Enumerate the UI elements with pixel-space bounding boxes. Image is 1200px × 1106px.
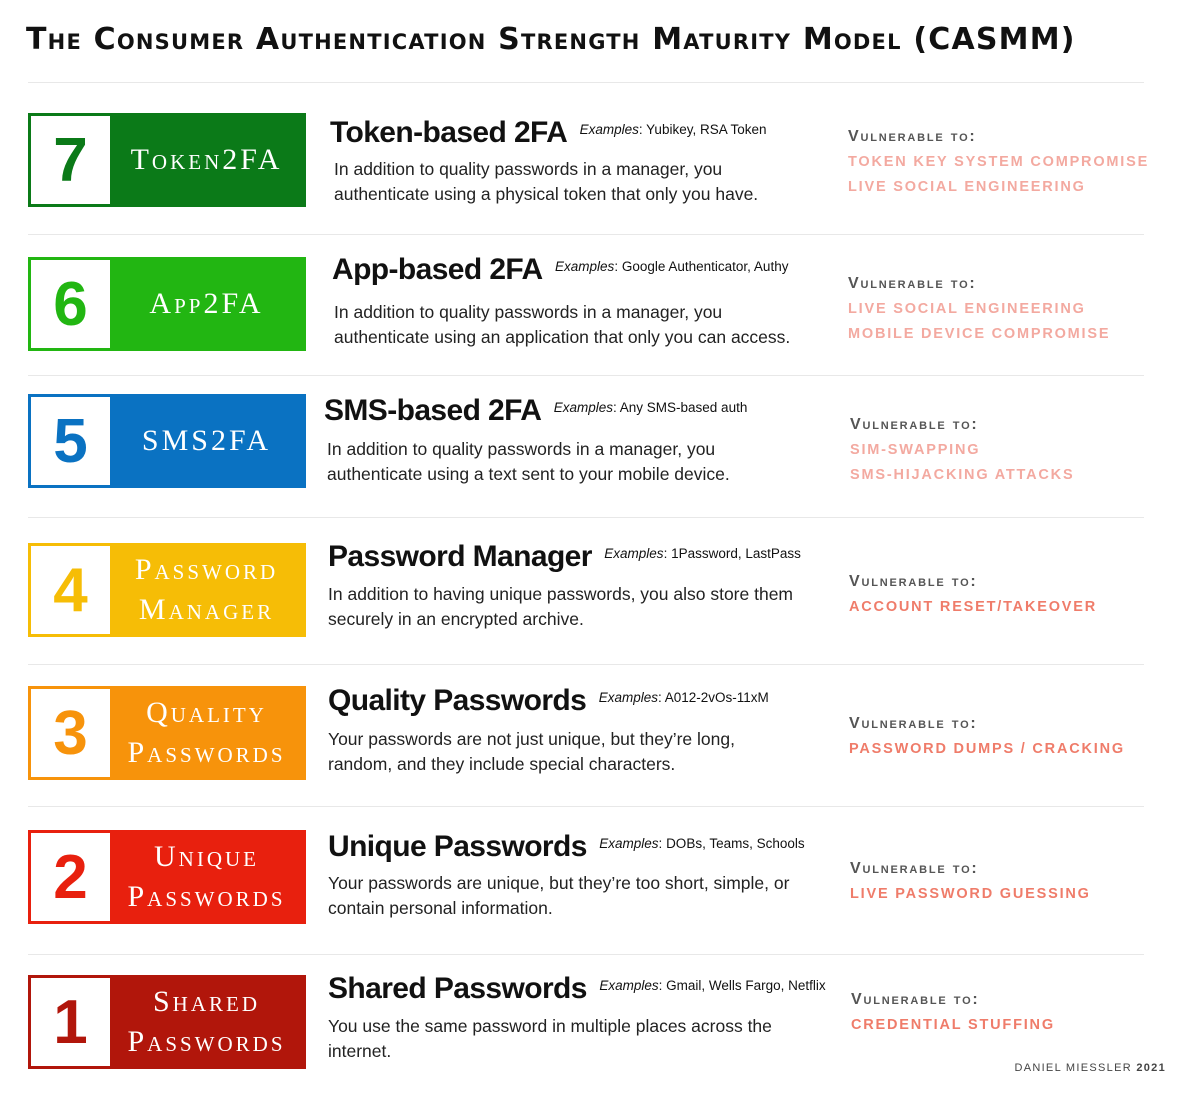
level-heading: App-based 2FA [332, 253, 543, 286]
vulnerability-item: PASSWORD DUMPS / CRACKING [849, 741, 1125, 757]
level-heading-line [328, 972, 826, 1006]
examples: Examples: Yubikey, RSA Token [579, 122, 767, 137]
level-description: In addition to quality passwords in a manager, you authenticate using a text sent to your mobile device. [327, 439, 730, 484]
vulnerability-item: MOBILE DEVICE COMPROMISE [848, 326, 1111, 342]
level-name: Unique Passwords [110, 833, 303, 921]
author-credit [1014, 1062, 1166, 1074]
examples: Examples: 1Password, LastPass [604, 546, 801, 561]
level-description: You use the same password in multiple places across the internet. [328, 1016, 772, 1061]
level-description: Your passwords are not just unique, but they’re long, random, and they include special characters. [328, 729, 735, 774]
vulnerability-item: TOKEN KEY SYSTEM COMPROMISE [848, 154, 1150, 170]
level-name: Shared Passwords [110, 978, 303, 1066]
level-heading-line [330, 116, 767, 150]
level-badge [28, 686, 306, 780]
level-description: In addition to quality passwords in a manager, you authenticate using a physical token that only you have. [334, 159, 759, 204]
level-heading-line [324, 394, 747, 428]
examples-label: Examples [598, 690, 658, 705]
level-number: 2 [31, 833, 110, 921]
row-divider [28, 954, 1144, 955]
vulnerability-item: LIVE PASSWORD GUESSING [850, 886, 1091, 902]
examples-text: A012-2vOs-11xM [664, 690, 769, 705]
level-name: Password Manager [110, 546, 303, 634]
vulnerable-block [850, 412, 1074, 488]
level-badge [28, 975, 306, 1069]
credit-year: 2021 [1136, 1062, 1166, 1074]
examples-label: Examples [604, 546, 664, 561]
vulnerable-block [850, 856, 1091, 907]
examples: Examples: Google Authenticator, Authy [555, 259, 789, 274]
level-badge [28, 394, 306, 488]
level-number: 3 [31, 689, 110, 777]
level-heading: Shared Passwords [328, 972, 587, 1005]
vulnerable-block [849, 569, 1097, 620]
vulnerable-title: Vulnerable to: [849, 715, 978, 732]
examples: Examples: Gmail, Wells Fargo, Netflix [599, 978, 826, 993]
level-heading: Password Manager [328, 540, 592, 573]
level-heading: SMS-based 2FA [324, 394, 542, 427]
row-divider [28, 664, 1144, 665]
level-heading-line [328, 684, 769, 718]
vulnerable-title: Vulnerable to: [850, 860, 979, 877]
level-name: Quality Passwords [110, 689, 303, 777]
examples-text: 1Password, LastPass [671, 546, 801, 561]
level-heading: Quality Passwords [328, 684, 587, 717]
vulnerable-title: Vulnerable to: [848, 128, 977, 145]
row-divider [28, 517, 1144, 518]
level-description: In addition to quality passwords in a manager, you authenticate using an application that only you can access. [334, 302, 791, 347]
level-heading-line [332, 253, 788, 287]
vulnerable-block [848, 271, 1110, 347]
vulnerability-item: CREDENTIAL STUFFING [851, 1017, 1055, 1033]
examples-label: Examples [599, 978, 659, 993]
vulnerable-block [849, 711, 1125, 762]
level-badge [28, 113, 306, 207]
vulnerability-item: SIM-SWAPPING [850, 442, 981, 458]
vulnerable-title: Vulnerable to: [849, 573, 978, 590]
level-number: 6 [31, 260, 110, 348]
level-heading-line [328, 830, 805, 864]
vulnerable-title: Vulnerable to: [848, 275, 977, 292]
examples-text: Yubikey, RSA Token [646, 122, 767, 137]
level-badge [28, 543, 306, 637]
level-badge [28, 257, 306, 351]
credit-author: DANIEL MIESSLER [1014, 1062, 1132, 1074]
vulnerability-item: LIVE SOCIAL ENGINEERING [848, 179, 1086, 195]
level-heading-line [328, 540, 801, 574]
row-divider [28, 806, 1144, 807]
level-description: Your passwords are unique, but they’re too short, simple, or contain personal information. [328, 873, 790, 918]
examples-label: Examples [599, 836, 659, 851]
examples-label: Examples [579, 122, 639, 137]
level-heading: Token-based 2FA [330, 116, 568, 149]
level-number: 4 [31, 546, 110, 634]
level-heading: Unique Passwords [328, 830, 587, 863]
examples-text: Any SMS-based auth [619, 400, 748, 415]
level-number: 1 [31, 978, 110, 1066]
vulnerable-title: Vulnerable to: [851, 991, 980, 1008]
row-divider [28, 375, 1144, 376]
vulnerability-item: SMS-HIJACKING ATTACKS [850, 467, 1075, 483]
examples-label: Examples [553, 400, 613, 415]
level-badge [28, 830, 306, 924]
level-description: In addition to having unique passwords, you also store them securely in an encrypted archive. [328, 584, 794, 629]
vulnerable-title: Vulnerable to: [850, 416, 979, 433]
vulnerability-item: ACCOUNT RESET/TAKEOVER [849, 599, 1097, 615]
level-number: 5 [31, 397, 110, 485]
page-title: The Consumer Authentication Strength Maturity Model (CASMM) [26, 22, 1076, 57]
top-divider [28, 82, 1144, 83]
level-name: SMS2FA [110, 397, 303, 485]
examples-text: Google Authenticator, Authy [621, 259, 789, 274]
level-number: 7 [31, 116, 110, 204]
row-divider [28, 234, 1144, 235]
examples-text: Gmail, Wells Fargo, Netflix [666, 978, 826, 993]
vulnerable-block [848, 124, 1149, 200]
examples: Examples: A012-2vOs-11xM [598, 690, 769, 705]
examples: Examples: Any SMS-based auth [553, 400, 748, 415]
vulnerability-item: LIVE SOCIAL ENGINEERING [848, 301, 1086, 317]
examples-label: Examples [555, 259, 615, 274]
level-name: App2FA [110, 260, 303, 348]
examples: Examples: DOBs, Teams, Schools [599, 836, 805, 851]
examples-text: DOBs, Teams, Schools [666, 836, 805, 851]
level-name: Token2FA [110, 116, 303, 204]
vulnerable-block [851, 987, 1055, 1038]
